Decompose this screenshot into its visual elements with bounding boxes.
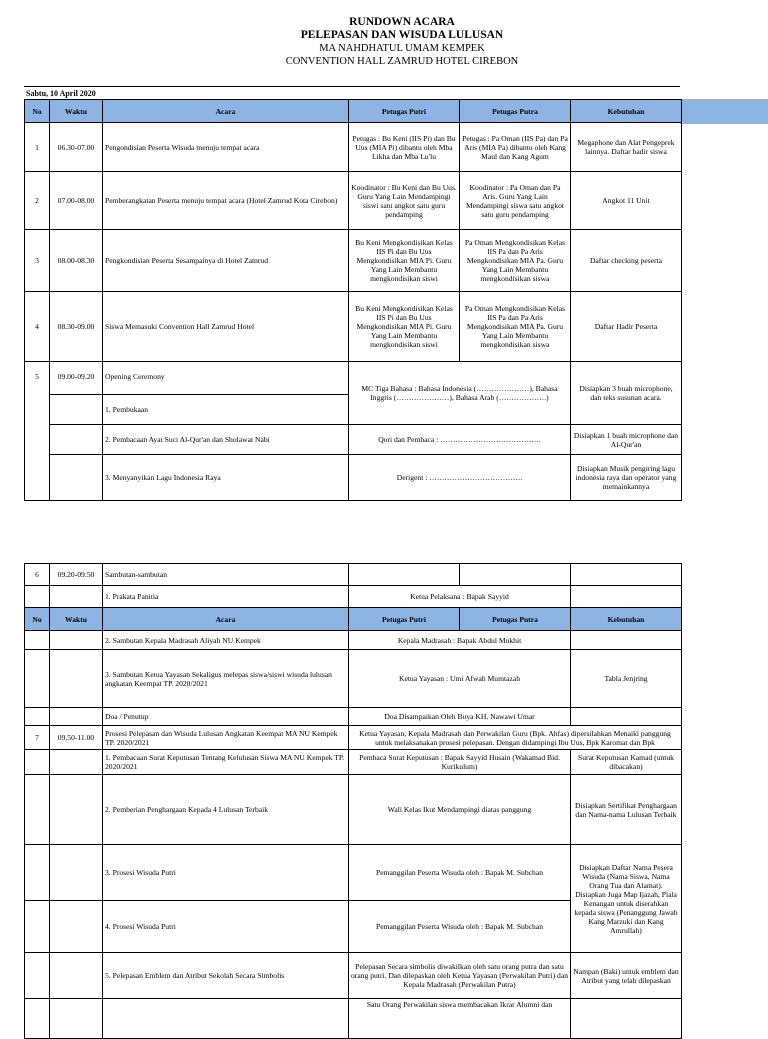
row-acara: 1. Prakata Panitia — [103, 586, 349, 608]
row-waktu-empty — [50, 953, 103, 999]
row-kebutuhan: Nampan (Baki) untuk emblem dan Atribut yang telah dilepaskan — [571, 953, 682, 999]
row-no-empty — [25, 586, 50, 608]
row-waktu: 06.30-07.00 — [50, 123, 103, 172]
row-waktu-empty — [50, 631, 103, 650]
row-kebutuhan — [571, 564, 682, 586]
row-petugas: Pembaca Surat Keputusan : Bapak Sayyid Husain (Wakamad Bid. Kurikulum) — [349, 750, 571, 775]
rundown-table-1 — [24, 99, 682, 501]
table-row — [25, 750, 682, 775]
row-petugas: Pemanggilan Peserta Wisuda oleh : Bapak M. Subchan — [349, 901, 571, 953]
row-no-empty — [25, 775, 50, 845]
document-subtitle: PELEPASAN DAN WISUDA LULUSAN — [300, 29, 504, 41]
table-row — [25, 631, 682, 650]
document-title: RUNDOWN ACARA — [349, 16, 455, 28]
col-putri: Petugas Putri — [349, 100, 460, 123]
row-waktu-empty — [50, 999, 103, 1039]
row-petugas-text: Ketua Yayasan, Kepala Madrasah dan Perwakilan Guru (Bpk. Ahfas) dipersilahkan Menaiki panggung untuk melaksanakan prosesi pelepasan. Dengan didampingi Ibu Uus, Bpk Karomat dan Bpk — [359, 728, 671, 747]
row-kebutuhan: Disiapkan 1 buah microphone dan Al-Qur'an — [571, 425, 682, 455]
row-petugas: Satu Orang Perwakilan siswa membacakan Ikrar Alumni dan — [349, 999, 571, 1039]
row-acara: Doa / Penutup — [103, 708, 349, 726]
row-acara: 3. Prosesi Wisuda Putri — [103, 845, 349, 901]
col-waktu: Waktu — [50, 100, 103, 123]
row-kebutuhan: Megaphone dan Alat Pengeprek lainnya. Daftar hadir siswa — [571, 123, 682, 172]
row-no: 7 — [25, 726, 50, 750]
row-petugas-putri: Bu Keni Mengkondisikan Kelas IIS Pi dan Bu Uus Mengkondisikan MIA Pi. Guru Yang Lain Membantu mengkondisikan siswi — [349, 230, 460, 292]
col-putri: Petugas Putri — [349, 608, 460, 631]
table-row — [25, 650, 682, 708]
row-acara: 2. Pemberian Penghargaan Kepada 4 Lulusan Terbaik — [103, 775, 349, 845]
row-petugas-putra: Petugas : Pa Oman (IIS Pa) dan Pa Aris (MIA Pa) dibantu oleh Kang Maul dan Kang Agum — [460, 123, 571, 172]
table-row — [25, 775, 682, 845]
row-waktu-empty — [50, 395, 103, 425]
row-petugas-putri: Petugas : Bu Keni (IIS Pi) dan Bu Uus (MIA Pi) dibantu oleh Mba Likha dan Mba Lu'lu — [349, 123, 460, 172]
row-petugas: Derigent : ………………………………. — [349, 455, 571, 501]
row-kebutuhan — [571, 586, 682, 608]
row-kebutuhan: Angkot 11 Unit — [571, 172, 682, 230]
row-no-empty — [25, 650, 50, 708]
row-petugas: Doa Disampaikan Oleh Buya KH. Nawawi Umar — [349, 708, 571, 726]
date-text: Sabtu, 10 April 2020 — [26, 89, 96, 98]
table-row — [25, 586, 682, 608]
table-row — [25, 362, 682, 395]
table-row — [25, 953, 682, 999]
row-kebutuhan: Disiapkan Sertifikat Penghargaan dan Nama-nama Lulusan Terbaik — [571, 775, 682, 845]
row-no: 6 — [25, 564, 50, 586]
table-row — [25, 726, 682, 750]
row-kebutuhan: Disiapkan Musik pengiring lagu indonesia raya dan operator yang memainkannya — [571, 455, 682, 501]
row-acara: 2. Sambutan Kepala Madrasah Aliyah NU Kempek — [103, 631, 349, 650]
date-label — [24, 88, 768, 99]
row-petugas-putra: Pa Oman Mengkondisikan Kelas IIS Pa dan Pa Aris Mengkondisikan MIA Pa. Guru Yang Lain Membantu mengkondisikan siswa — [460, 230, 571, 292]
row-petugas: Qori dan Pembaca : …………………………………. — [349, 425, 571, 455]
row-no-empty — [25, 999, 50, 1039]
row-no: 2 — [25, 172, 50, 230]
col-kebutuhan: Kebutuhan — [571, 100, 682, 123]
row-no-empty — [25, 631, 50, 650]
row-petugas-putra — [460, 564, 571, 586]
col-putra: Petugas Putra — [460, 100, 571, 123]
document-header — [22, 16, 768, 68]
row-petugas: Pemanggilan Peserta Wisuda oleh : Bapak M. Subchan — [349, 845, 571, 901]
row-waktu: 09.20-09.50 — [50, 564, 103, 586]
col-no: No — [25, 608, 50, 631]
row-waktu-empty — [50, 845, 103, 901]
row-kebutuhan — [571, 708, 682, 726]
row-acara: Opening Ceremony — [103, 362, 349, 395]
table-row — [25, 845, 682, 901]
row-petugas: Ketua Pelaksana : Bapak Sayyid — [349, 586, 571, 608]
row-acara: Pengkondisian Peserta Sesampainya di Hotel Zamrud — [103, 230, 349, 292]
table-header-row — [25, 100, 682, 123]
table-row — [25, 292, 682, 362]
table-row — [25, 455, 682, 501]
row-waktu-empty — [50, 708, 103, 726]
col-putra: Petugas Putra — [460, 608, 571, 631]
row-no-empty — [25, 845, 50, 901]
row-petugas-putri: Koodinator : Bu Keni dan Bu Uus. Guru Yang Lain Mendampingi siswi satu angkot satu guru pendamping — [349, 172, 460, 230]
venue-name: CONVENTION HALL ZAMRUD HOTEL CIREBON — [285, 56, 519, 67]
table-row — [25, 172, 682, 230]
row-waktu-empty — [50, 425, 103, 455]
row-petugas-putra: Pa Oman Mengkondisikan Kelas IIS Pa dan Pa Aris Mengkondisikan MIA Pa. Guru Yang Lain Membantu mengkondisikan siswa — [460, 292, 571, 362]
row-no-empty — [25, 750, 50, 775]
row-acara: Siswa Memasuki Convention Hall Zamrud Hotel — [103, 292, 349, 362]
row-no: 4 — [25, 292, 50, 362]
row-kebutuhan: Disiapkan Daftar Nama Pesera Wisuda (Nama Siswa, Nama Orang Tua dan Alamat). Disiapkan Juga Map Ijazah, Piala Kenangan untuk diserahkan kepada siswa (Penanggung Jawab Kang Marzuki dan Kang Amrullah) — [571, 845, 682, 953]
table-row — [25, 230, 682, 292]
row-acara: 3. Sambutan Ketua Yayasan Sekaligus melepas siswa/siswi wisuda lulusan angkatan Keempat TP. 2020/2021 — [103, 650, 349, 708]
table-row — [25, 564, 682, 586]
row-acara: Sambutan-sambutan — [103, 564, 349, 586]
top-divider — [24, 86, 680, 87]
row-waktu-empty — [50, 650, 103, 708]
row-petugas-putri — [349, 564, 460, 586]
row-kebutuhan — [571, 999, 682, 1039]
row-acara: Pengondisian Peserta Wisuda menuju tempat acara — [103, 123, 349, 172]
row-petugas-putri: Bu Keni Mengkondisikan Kelas IIS Pi dan Bu Uus Mengkondisikan MIA Pi. Guru Yang Lain Membantu mengkondisikan siswi — [349, 292, 460, 362]
row-acara: 1. Pembacaan Surat Keputusan Tentang Kelulusan Siswa MA NU Kempek TP. 2020/2021 — [103, 750, 349, 775]
row-waktu: 09.00-09.20 — [50, 362, 103, 395]
row-no-empty — [25, 901, 50, 953]
row-petugas — [349, 726, 682, 750]
row-waktu: 09.50-11.00 — [50, 726, 103, 750]
col-waktu: Waktu — [50, 608, 103, 631]
row-acara: Prosesi Pelepasan dan Wisuda Lulusan Angkatan Keempat MA NU Kempek TP. 2020/2021 — [103, 726, 349, 750]
row-kebutuhan: Surat Keputusan Kamad (untuk dibacakan) — [571, 750, 682, 775]
row-kebutuhan: Tabla Jenjring — [571, 650, 682, 708]
row-acara-empty — [103, 999, 349, 1039]
row-waktu-empty — [50, 586, 103, 608]
table-row — [25, 708, 682, 726]
row-acara: 5. Pelepasan Emblem dan Atribut Sekolah Secara Simbolis — [103, 953, 349, 999]
row-petugas: MC Tiga Bahasa : Bahasa Indonesia (…………………), Bahasa Inggris (…………………), Bahasa Arab (……………….) — [349, 362, 571, 425]
row-no: 3 — [25, 230, 50, 292]
row-waktu-empty — [50, 901, 103, 953]
row-waktu: 08.30-09.00 — [50, 292, 103, 362]
row-waktu-empty — [50, 775, 103, 845]
col-acara: Acara — [103, 608, 349, 631]
col-acara: Acara — [103, 100, 349, 123]
row-acara: Pemberangkatan Peserta menuju tempat acara (Hotel Zamrud Kota Cirebon) — [103, 172, 349, 230]
col-kebutuhan: Kebutuhan — [571, 608, 682, 631]
row-kebutuhan: Daftar checking peserta — [571, 230, 682, 292]
row-acara: 2. Pembacaan Ayat Suci Al-Qur'an dan Sholawat Nabi — [103, 425, 349, 455]
row-no: 1 — [25, 123, 50, 172]
row-waktu-empty — [50, 750, 103, 775]
row-acara: 4. Prosesi Wisuda Putri — [103, 901, 349, 953]
row-petugas-putra: Koodinator : Pa Oman dan Pa Aris. Guru Yang Lain Mendampingi siswa satu angkot satu guru pendamping — [460, 172, 571, 230]
row-kebutuhan: Daftar Hadir Peserta — [571, 292, 682, 362]
table-row — [25, 425, 682, 455]
row-petugas: Wali Kelas Ikut Mendampingi diatas panggung — [349, 775, 571, 845]
col-no: No — [25, 100, 50, 123]
row-waktu-empty — [50, 455, 103, 501]
table-row — [25, 999, 682, 1039]
rundown-table-2 — [24, 563, 682, 1039]
row-petugas: Ketua Yayasan : Umi Afwah Mumtazah — [349, 650, 571, 708]
table-header-row — [25, 608, 682, 631]
row-no-empty — [25, 953, 50, 999]
row-waktu: 08.00-08.30 — [50, 230, 103, 292]
row-kebutuhan: Disiapkan 3 buah microphone, dan teks susunan acara. — [571, 362, 682, 425]
row-acara: 3. Menyanyikan Lagu Indonesia Raya — [103, 455, 349, 501]
school-name: MA NAHDHATUL UMAM KEMPEK — [319, 43, 485, 54]
row-no: 5 — [25, 362, 50, 501]
row-petugas: Kepala Madrasah : Bapak Abdul Mukhit — [349, 631, 571, 650]
row-no-empty — [25, 708, 50, 726]
row-petugas: Pelepasan Secara simbolis diwakilkan oleh satu orang putra dan satu orang putri. Dan dilepaskan oleh Ketua Yayasan (Perwakilan Putri) dan Kepala Madrasah (Perwakilan Putra) — [349, 953, 571, 999]
row-waktu: 07.00-08.00 — [50, 172, 103, 230]
row-kebutuhan — [571, 631, 682, 650]
table-row — [25, 123, 682, 172]
row-acara: 1. Pembukaan — [103, 395, 349, 425]
